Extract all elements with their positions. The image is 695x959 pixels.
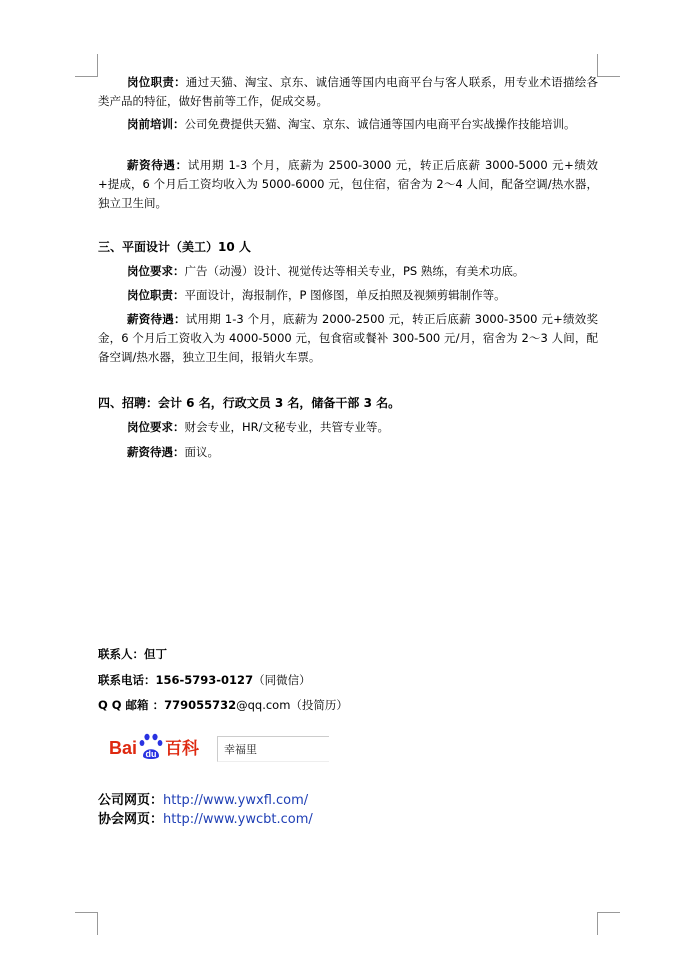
text-requirements-3: 财会专业，HR/文秘专业，共管专业等。 xyxy=(184,420,390,434)
contact-phone xyxy=(98,672,311,688)
label-salary-3: 薪资待遇： xyxy=(127,445,185,459)
heading-section-4: 四、招聘：会计 6 名，行政文员 3 名，储备干部 3 名。 xyxy=(98,396,401,410)
text-training: 公司免费提供天猫、淘宝、京东、诚信通等国内电商平台实战操作技能培训。 xyxy=(184,117,576,131)
paragraph-requirements-3 xyxy=(98,418,598,437)
label-requirements-3: 岗位要求： xyxy=(127,420,185,434)
contact-phone-label: 联系电话： xyxy=(98,673,156,687)
contact-phone-number: 156-5793-0127 xyxy=(155,673,254,687)
paragraph-salary-3 xyxy=(98,443,598,462)
crop-mark-bottom-right xyxy=(597,912,620,935)
crop-mark-top-right xyxy=(597,54,620,77)
text-salary-3: 面议。 xyxy=(184,445,219,459)
label-training: 岗前培训： xyxy=(127,117,185,131)
contact-qq-label: Q Q 邮箱 ： xyxy=(98,698,165,712)
contact-qq xyxy=(98,697,348,713)
company-website-link[interactable]: http://www.ywxfl.com/ xyxy=(163,793,309,808)
text-duties: 通过天猫、淘宝、京东、诚信通等国内电商平台与客人联系，用专业术语描绘各类产品的特征，做好售前等工作，促成交易。 xyxy=(98,75,599,108)
text-salary-1: 试用期 1-3 个月，底薪为 2500-3000 元，转正后底薪 3000-5000 元+绩效+提成，6 个月后工资均收入为 5000-6000 元，包住宿，宿舍为 2～4 人间，配备空调/热水器，独立卫生间。 xyxy=(98,158,599,210)
text-salary-2: 试用期 1-3 个月，底薪为 2000-2500 元，转正后底薪 3000-3500 元+绩效奖金，6 个月后工资收入为 4000-5000 元，包食宿或餐补 300-500 元/月，宿舍为 2～3 人间，配备空调/热水器，独立卫生间，报销火车票。 xyxy=(98,312,599,364)
contact-person-name: 但丁 xyxy=(144,647,167,661)
baidu-baike-search-image xyxy=(107,728,333,764)
label-duties: 岗位职责： xyxy=(127,75,186,89)
paragraph-salary-2 xyxy=(98,310,598,367)
association-website-line xyxy=(98,808,313,827)
paragraph-training xyxy=(98,115,598,134)
contact-qq-number: 779055732 xyxy=(164,698,237,712)
paragraph-duties xyxy=(98,73,598,111)
paragraph-salary-1 xyxy=(98,156,598,213)
paragraph-requirements-2 xyxy=(98,262,598,281)
label-duties-2: 岗位职责： xyxy=(127,288,185,302)
text-duties-2: 平面设计，海报制作，P 图修图，单反拍照及视频剪辑制作等。 xyxy=(184,288,506,302)
company-website-label: 公司网页： xyxy=(98,793,164,808)
svg-text:Bai: Bai xyxy=(109,738,138,758)
paragraph-duties-2 xyxy=(98,286,598,305)
contact-person-label: 联系人： xyxy=(98,647,144,661)
association-website-link[interactable]: http://www.ywcbt.com/ xyxy=(163,812,313,827)
contact-phone-note: （同微信） xyxy=(253,673,311,687)
contact-person xyxy=(98,646,167,662)
baidu-search-box: 幸福里 xyxy=(217,736,329,762)
heading-section-3: 三、平面设计（美工）10 人 xyxy=(98,240,251,254)
crop-mark-bottom-left xyxy=(75,912,98,935)
company-website-line xyxy=(98,789,308,808)
baidu-baike-logo xyxy=(107,730,207,762)
svg-text:百科: 百科 xyxy=(165,739,199,759)
text-requirements-2: 广告（动漫）设计、视觉传达等相关专业，PS 熟练，有美术功底。 xyxy=(184,264,525,278)
contact-qq-domain: @qq.com（投简历） xyxy=(236,698,348,712)
label-salary-1: 薪资待遇： xyxy=(127,158,188,172)
label-requirements-2: 岗位要求： xyxy=(127,264,185,278)
svg-text:du: du xyxy=(145,749,157,759)
label-salary-2: 薪资待遇： xyxy=(127,312,186,326)
association-website-label: 协会网页： xyxy=(98,812,164,827)
crop-mark-top-left xyxy=(75,54,98,77)
